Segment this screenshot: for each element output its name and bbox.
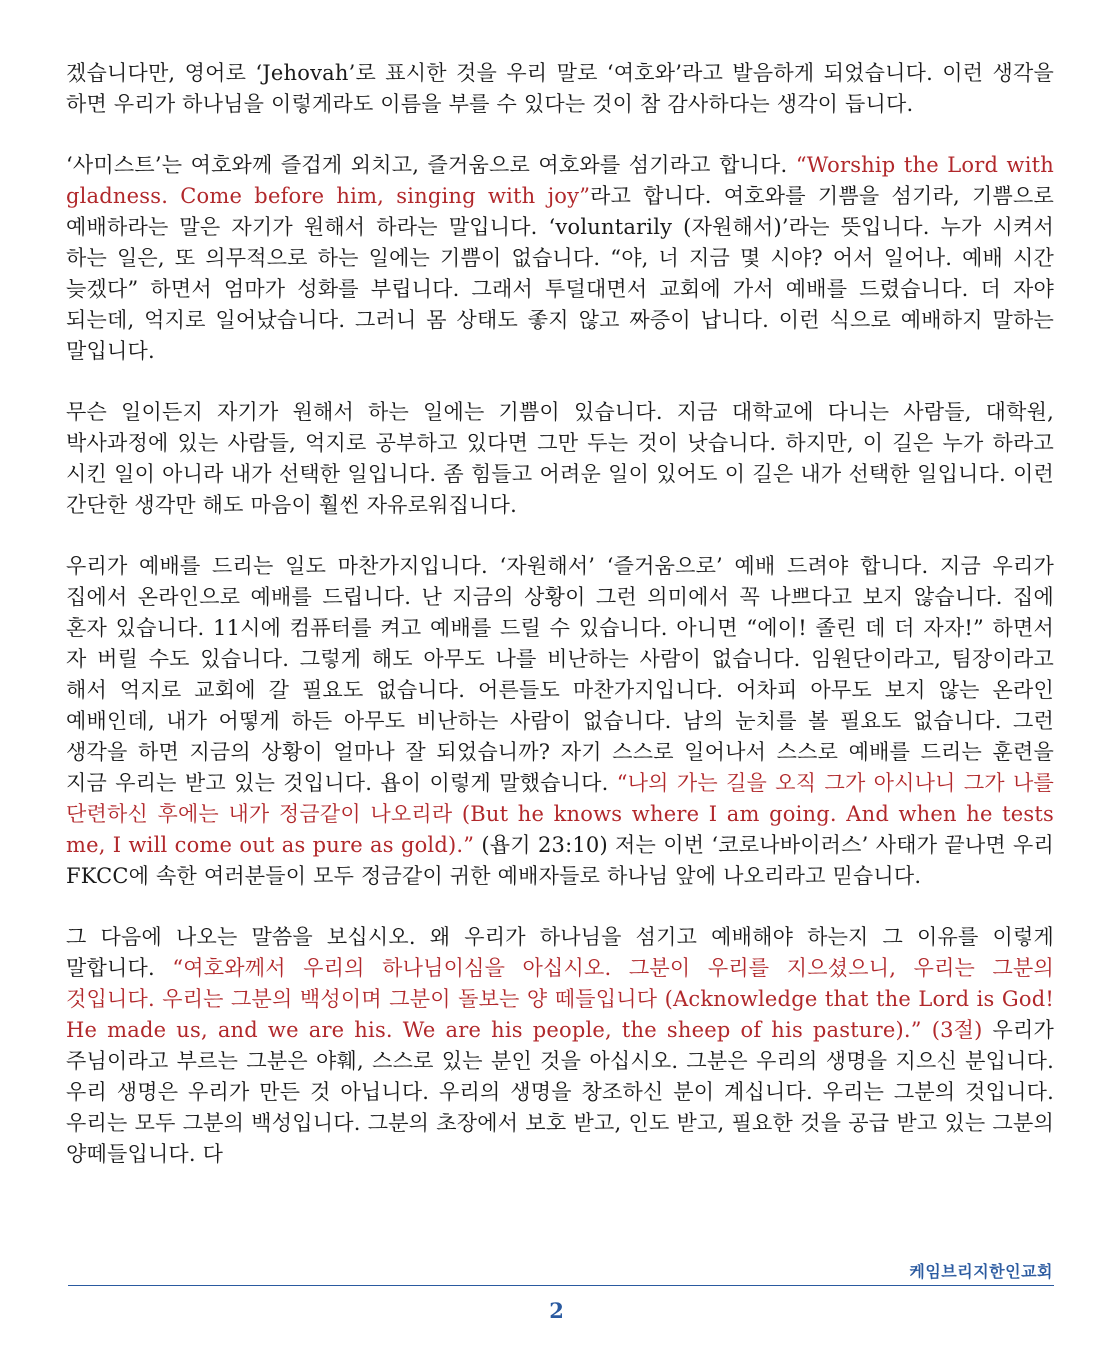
paragraph-2 [66, 150, 1054, 367]
paragraph-4 [66, 551, 1054, 892]
paragraph-5-text-a: 그 다음에 나오는 말씀을 보십시오. 왜 우리가 하나님을 섬기고 예배해야 하는지 그 이유를 이렇게 말합니다. [66, 925, 1054, 980]
psalm-quote-english: “Worship the Lord with gladness. Come before him, singing with joy” [66, 153, 1054, 208]
paragraph-5-text-b: 우리가 주님이라고 부르는 그분은 야훼, 스스로 있는 분인 것을 아십시오. 그분은 우리의 생명을 지으신 분입니다. 우리 생명은 우리가 만든 것 아닙니다. 우리의 생명을 창조하신 분이 계십니다. 우리는 그분의 것입니다. 우리는 모두 그분의 백성입니다. 그분의 초장에서 보호 받고, 인도 받고, 필요한 것을 공급 받고 있는 그분의 양떼들입니다. 다 [66, 1018, 1054, 1166]
footer-divider [68, 1285, 1054, 1286]
paragraph-1-text: 겠습니다만, 영어로 ‘Jehovah’로 표시한 것을 우리 말로 ‘여호와’라고 발음하게 되었습니다. 이런 생각을 하면 우리가 하나님을 이렇게라도 이름을 부를 수 있다는 것이 참 감사하다는 생각이 듭니다. [66, 61, 1054, 116]
paragraph-2-text-a: ‘사미스트’는 여호와께 즐겁게 외치고, 즐거움으로 여호와를 섬기라고 합니다. [66, 153, 796, 177]
paragraph-5 [66, 922, 1054, 1170]
paragraph-3-text: 무슨 일이든지 자기가 원해서 하는 일에는 기쁨이 있습니다. 지금 대학교에 다니는 사람들, 대학원, 박사과정에 있는 사람들, 억지로 공부하고 있다면 그만 두는 것이 낫습니다. 하지만, 이 길은 누가 하라고 시킨 일이 아니라 내가 선택한 일입니다. 좀 힘들고 어려운 일이 있어도 이 길은 내가 선택한 일입니다. 이런 간단한 생각만 해도 마음이 훨씬 자유로워집니다. [66, 400, 1054, 517]
paragraph-1 [66, 58, 1054, 120]
job-quote: “나의 가는 길을 오직 그가 아시나니 그가 나를 단련하신 후에는 내가 정금같이 나오리라 (But he knows where I am going. And when he tests me, I will come out as pure as gold).” [66, 771, 1054, 857]
page-number: 2 [549, 1298, 564, 1323]
church-name: 케임브리지한인교회 [909, 1262, 1053, 1281]
psalm-100-verse-3-quote: “여호와께서 우리의 하나님이심을 아십시오. 그분이 우리를 지으셨으니, 우리는 그분의 것입니다. 우리는 그분의 백성이며 그분이 돌보는 양 떼들입니다 (Acknowledge that the Lord is God! He made us, and we are his. We are his people, the sheep of his pasture).” (3절) [66, 956, 1054, 1042]
paragraph-4-text-b: (욥기 23:10) 저는 이번 ‘코로나바이러스’ 사태가 끝나면 우리 FKCC에 속한 여러분들이 모두 정금같이 귀한 예배자들로 하나님 앞에 나오리라고 믿습니다. [66, 833, 1054, 888]
paragraph-4-text-a: 우리가 예배를 드리는 일도 마찬가지입니다. ‘자원해서’ ‘즐거움으로’ 예배 드려야 합니다. 지금 우리가 집에서 온라인으로 예배를 드립니다. 난 지금의 상황이 그런 의미에서 꼭 나쁘다고 보지 않습니다. 집에 혼자 있습니다. 11시에 컴퓨터를 켜고 예배를 드릴 수 있습니다. 아니면 “에이! 졸린 데 더 자자!” 하면서 자 버릴 수도 있습니다. 그렇게 해도 아무도 나를 비난하는 사람이 없습니다. 임원단이라고, 팀장이라고 해서 억지로 교회에 갈 필요도 없습니다. 어른들도 마찬가지입니다. 어차피 아무도 보지 않는 온라인 예배인데, 내가 어떻게 하든 아무도 비난하는 사람이 없습니다. 남의 눈치를 볼 필요도 없습니다. 그런 생각을 하면 지금의 상황이 얼마나 잘 되었습니까? 자기 스스로 일어나서 스스로 예배를 드리는 훈련을 지금 우리는 받고 있는 것입니다. 욥이 이렇게 말했습니다. [66, 554, 1054, 795]
paragraph-3 [66, 397, 1054, 521]
paragraph-2-text-b: 라고 합니다. 여호와를 기쁨을 섬기라, 기쁨으로 예배하라는 말은 자기가 원해서 하라는 말입니다. ‘voluntarily (자원해서)’라는 뜻입니다. 누가 시켜서 하는 일은, 또 의무적으로 하는 일에는 기쁨이 없습니다. “야, 너 지금 몇 시야? 어서 일어나. 예배 시간 늦겠다” 하면서 엄마가 성화를 부립니다. 그래서 투덜대면서 교회에 가서 예배를 드렸습니다. 더 자야 되는데, 억지로 일어났습니다. 그러니 몸 상태도 좋지 않고 짜증이 납니다. 이런 식으로 예배하지 말하는 말입니다. [66, 184, 1054, 363]
document-body [66, 58, 1054, 1200]
